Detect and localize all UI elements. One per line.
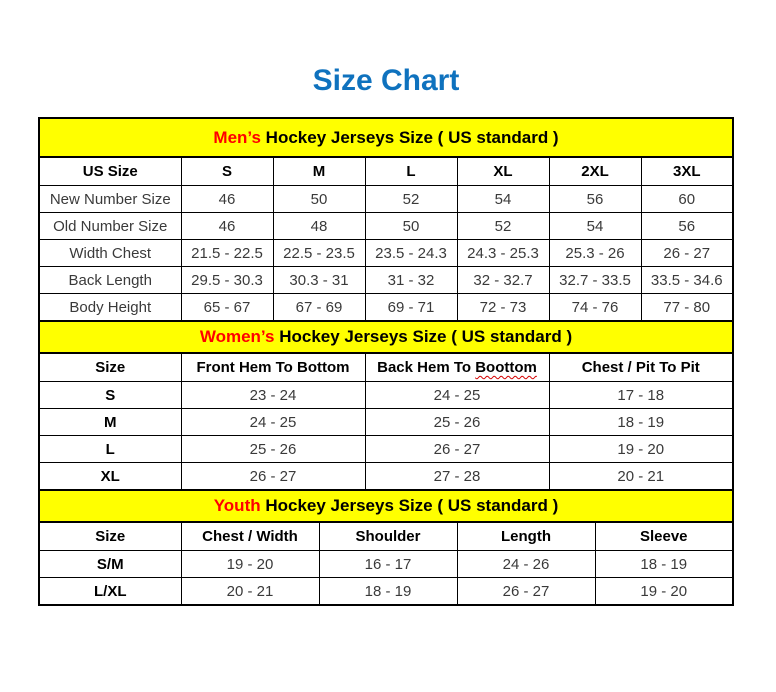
value-cell: 56 — [641, 213, 733, 240]
value-cell: 20 - 21 — [549, 463, 733, 491]
misspelled-word: Boottom — [475, 359, 537, 376]
value-cell: 77 - 80 — [641, 294, 733, 322]
table-row — [39, 409, 733, 436]
row-label: Width Chest — [39, 240, 181, 267]
header-cell: Chest / Pit To Pit — [549, 353, 733, 382]
table-row — [39, 294, 733, 322]
header-label-cell: Size — [39, 522, 181, 551]
value-cell: 24 - 25 — [365, 382, 549, 409]
table-row — [39, 240, 733, 267]
row-label: New Number Size — [39, 186, 181, 213]
size-chart-table — [38, 117, 734, 606]
section-banner-row — [39, 118, 733, 157]
value-cell: 26 - 27 — [641, 240, 733, 267]
value-cell: 32.7 - 33.5 — [549, 267, 641, 294]
value-cell: 50 — [365, 213, 457, 240]
table-row — [39, 267, 733, 294]
value-cell: 18 - 19 — [549, 409, 733, 436]
row-label: S/M — [39, 551, 181, 578]
value-cell: 46 — [181, 186, 273, 213]
value-cell: 16 - 17 — [319, 551, 457, 578]
row-label: XL — [39, 463, 181, 491]
value-cell: 26 - 27 — [181, 463, 365, 491]
value-cell: 26 - 27 — [365, 436, 549, 463]
value-cell: 60 — [641, 186, 733, 213]
table-row — [39, 551, 733, 578]
header-cell: XL — [457, 157, 549, 186]
value-cell: 54 — [549, 213, 641, 240]
header-cell: Front Hem To Bottom — [181, 353, 365, 382]
column-header-row — [39, 353, 733, 382]
table-row — [39, 578, 733, 606]
row-label: Body Height — [39, 294, 181, 322]
value-cell: 69 - 71 — [365, 294, 457, 322]
table-row — [39, 186, 733, 213]
section-banner-text: Hockey Jerseys Size ( US standard ) — [260, 127, 559, 147]
value-cell: 19 - 20 — [181, 551, 319, 578]
value-cell: 30.3 - 31 — [273, 267, 365, 294]
value-cell: 56 — [549, 186, 641, 213]
header-cell: Back Hem To Boottom — [365, 353, 549, 382]
value-cell: 31 - 32 — [365, 267, 457, 294]
section-accent-word: Youth — [213, 496, 261, 515]
value-cell: 19 - 20 — [595, 578, 733, 606]
table-row — [39, 382, 733, 409]
section-banner — [39, 118, 733, 157]
row-label: S — [39, 382, 181, 409]
header-label-cell: Size — [39, 353, 181, 382]
section-accent-word: Men’s — [213, 127, 261, 147]
header-cell: 3XL — [641, 157, 733, 186]
value-cell: 46 — [181, 213, 273, 240]
table-row — [39, 463, 733, 491]
row-label: M — [39, 409, 181, 436]
header-cell: Length — [457, 522, 595, 551]
table-row — [39, 436, 733, 463]
value-cell: 24 - 25 — [181, 409, 365, 436]
value-cell: 52 — [365, 186, 457, 213]
value-cell: 26 - 27 — [457, 578, 595, 606]
value-cell: 18 - 19 — [595, 551, 733, 578]
value-cell: 25 - 26 — [181, 436, 365, 463]
value-cell: 27 - 28 — [365, 463, 549, 491]
value-cell: 17 - 18 — [549, 382, 733, 409]
value-cell: 65 - 67 — [181, 294, 273, 322]
section-banner-text: Hockey Jerseys Size ( US standard ) — [260, 496, 559, 515]
section-banner — [39, 490, 733, 522]
value-cell: 22.5 - 23.5 — [273, 240, 365, 267]
header-cell: 2XL — [549, 157, 641, 186]
header-cell: Shoulder — [319, 522, 457, 551]
value-cell: 19 - 20 — [549, 436, 733, 463]
value-cell: 23 - 24 — [181, 382, 365, 409]
column-header-row — [39, 522, 733, 551]
value-cell: 24 - 26 — [457, 551, 595, 578]
page-title: Size Chart — [312, 64, 460, 97]
section-banner — [39, 321, 733, 353]
value-cell: 18 - 19 — [319, 578, 457, 606]
header-cell: Chest / Width — [181, 522, 319, 551]
value-cell: 21.5 - 22.5 — [181, 240, 273, 267]
value-cell: 67 - 69 — [273, 294, 365, 322]
value-cell: 33.5 - 34.6 — [641, 267, 733, 294]
value-cell: 29.5 - 30.3 — [181, 267, 273, 294]
section-banner-row — [39, 321, 733, 353]
section-accent-word: Women’s — [199, 327, 275, 346]
value-cell: 25 - 26 — [365, 409, 549, 436]
section-banner-text: Hockey Jerseys Size ( US standard ) — [274, 327, 573, 346]
value-cell: 20 - 21 — [181, 578, 319, 606]
header-cell: L — [365, 157, 457, 186]
column-header-row — [39, 157, 733, 186]
value-cell: 72 - 73 — [457, 294, 549, 322]
row-label: L — [39, 436, 181, 463]
row-label: Old Number Size — [39, 213, 181, 240]
value-cell: 52 — [457, 213, 549, 240]
value-cell: 24.3 - 25.3 — [457, 240, 549, 267]
header-label-cell: US Size — [39, 157, 181, 186]
value-cell: 74 - 76 — [549, 294, 641, 322]
value-cell: 48 — [273, 213, 365, 240]
row-label: L/XL — [39, 578, 181, 606]
value-cell: 25.3 - 26 — [549, 240, 641, 267]
size-table-body — [39, 118, 733, 605]
value-cell: 50 — [273, 186, 365, 213]
header-cell: S — [181, 157, 273, 186]
value-cell: 23.5 - 24.3 — [365, 240, 457, 267]
header-cell: Sleeve — [595, 522, 733, 551]
value-cell: 32 - 32.7 — [457, 267, 549, 294]
header-cell: M — [273, 157, 365, 186]
section-banner-row — [39, 490, 733, 522]
row-label: Back Length — [39, 267, 181, 294]
table-row — [39, 213, 733, 240]
value-cell: 54 — [457, 186, 549, 213]
